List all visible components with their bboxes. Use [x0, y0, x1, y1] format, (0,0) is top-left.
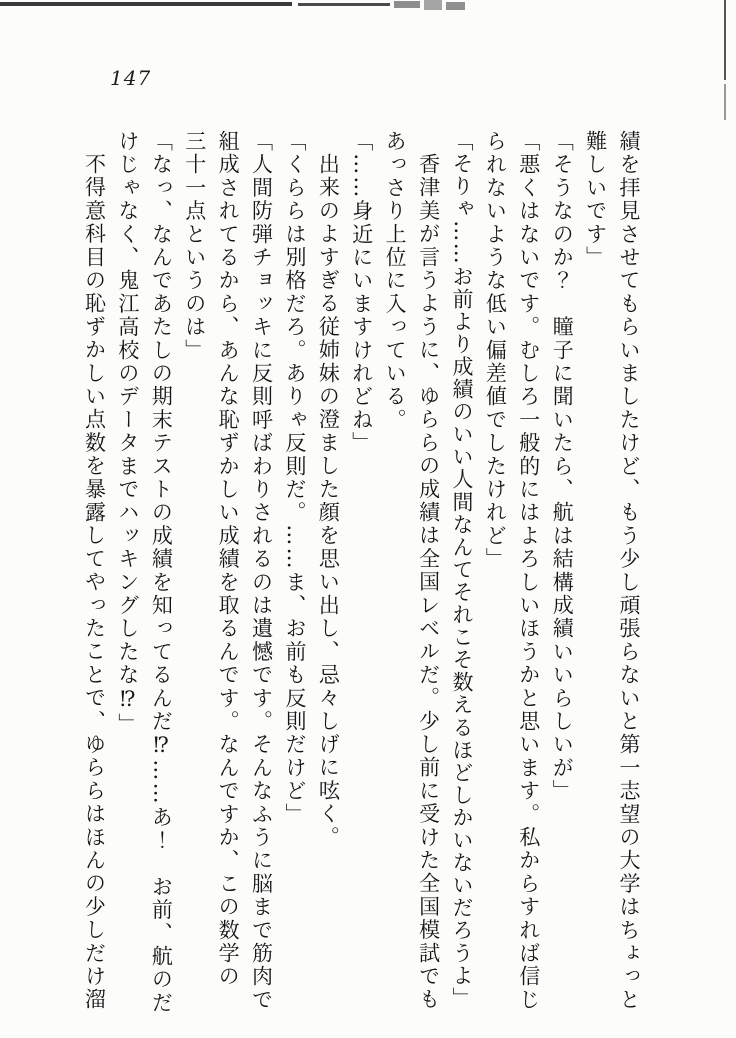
text-column: られないような低い偏差値でしたけれど」 [483, 130, 508, 571]
text-column: 組成されてるから、あんな恥ずかしい成績を取るんです。なんですか、この数学の [216, 130, 241, 989]
text-column: 「なっ、なんであたしの期末テストの成績を知ってるんだ⁉……あ！ お前、航のだ [149, 130, 174, 1015]
scan-artifact-edge-line [724, 0, 726, 80]
scan-artifact-top-line [0, 2, 292, 6]
text-column: けじゃなく、鬼江高校のデータまでハッキングしたな⁉」 [115, 130, 140, 737]
scan-artifact-speck [394, 1, 420, 8]
text-column: あっさり上位に入っている。 [383, 130, 408, 432]
text-column: 「そりゃ……お前より成績のいい人間なんてそれこそ数えるほどしかいないだろうよ」 [449, 130, 474, 1010]
text-column: 「人間防弾チョッキに反則呼ばわりされるのは遺憾です。そんなふうに脳まで筋肉で [249, 130, 274, 1012]
scan-artifact-speck [446, 2, 465, 10]
scan-artifact-edge-line [724, 84, 726, 120]
text-column: 難しいです」 [583, 130, 608, 270]
text-column: 「……身近にいますけれどね」 [349, 130, 374, 455]
text-column: 「悪くはないです。むしろ一般的にはよろしいほうかと思います。私からすれば信じ [516, 130, 541, 1012]
text-column: 不得意科目の恥ずかしい点数を暴露してやったことで、ゆららはほんの少しだけ溜 [82, 153, 107, 1012]
text-column: 三十一点というのは」 [182, 130, 207, 362]
scan-artifact-top-line [298, 3, 390, 6]
text-column: 「そうなのか？ 瞳子に聞いたら、航は結構成績いいらしいが」 [550, 130, 575, 803]
text-column: 「くららは別格だろ。ありゃ反則だ。……ま、お前も反則だけど」 [282, 130, 307, 826]
page-number: 147 [110, 66, 152, 90]
scan-artifact-speck [424, 0, 442, 10]
text-column: 出来のよすぎる従姉妹の澄ました顔を思い出し、忌々しげに呟く。 [316, 153, 341, 849]
vertical-text-block [77, 130, 645, 1022]
text-column: 績を拝見させてもらいましたけど、もう少し頑張らないと第一志望の大学はちょっと [617, 130, 641, 1012]
text-column: 香津美が言うように、ゆららの成績は全国レベルだ。少し前に受けた全国模試でも [416, 153, 441, 1012]
